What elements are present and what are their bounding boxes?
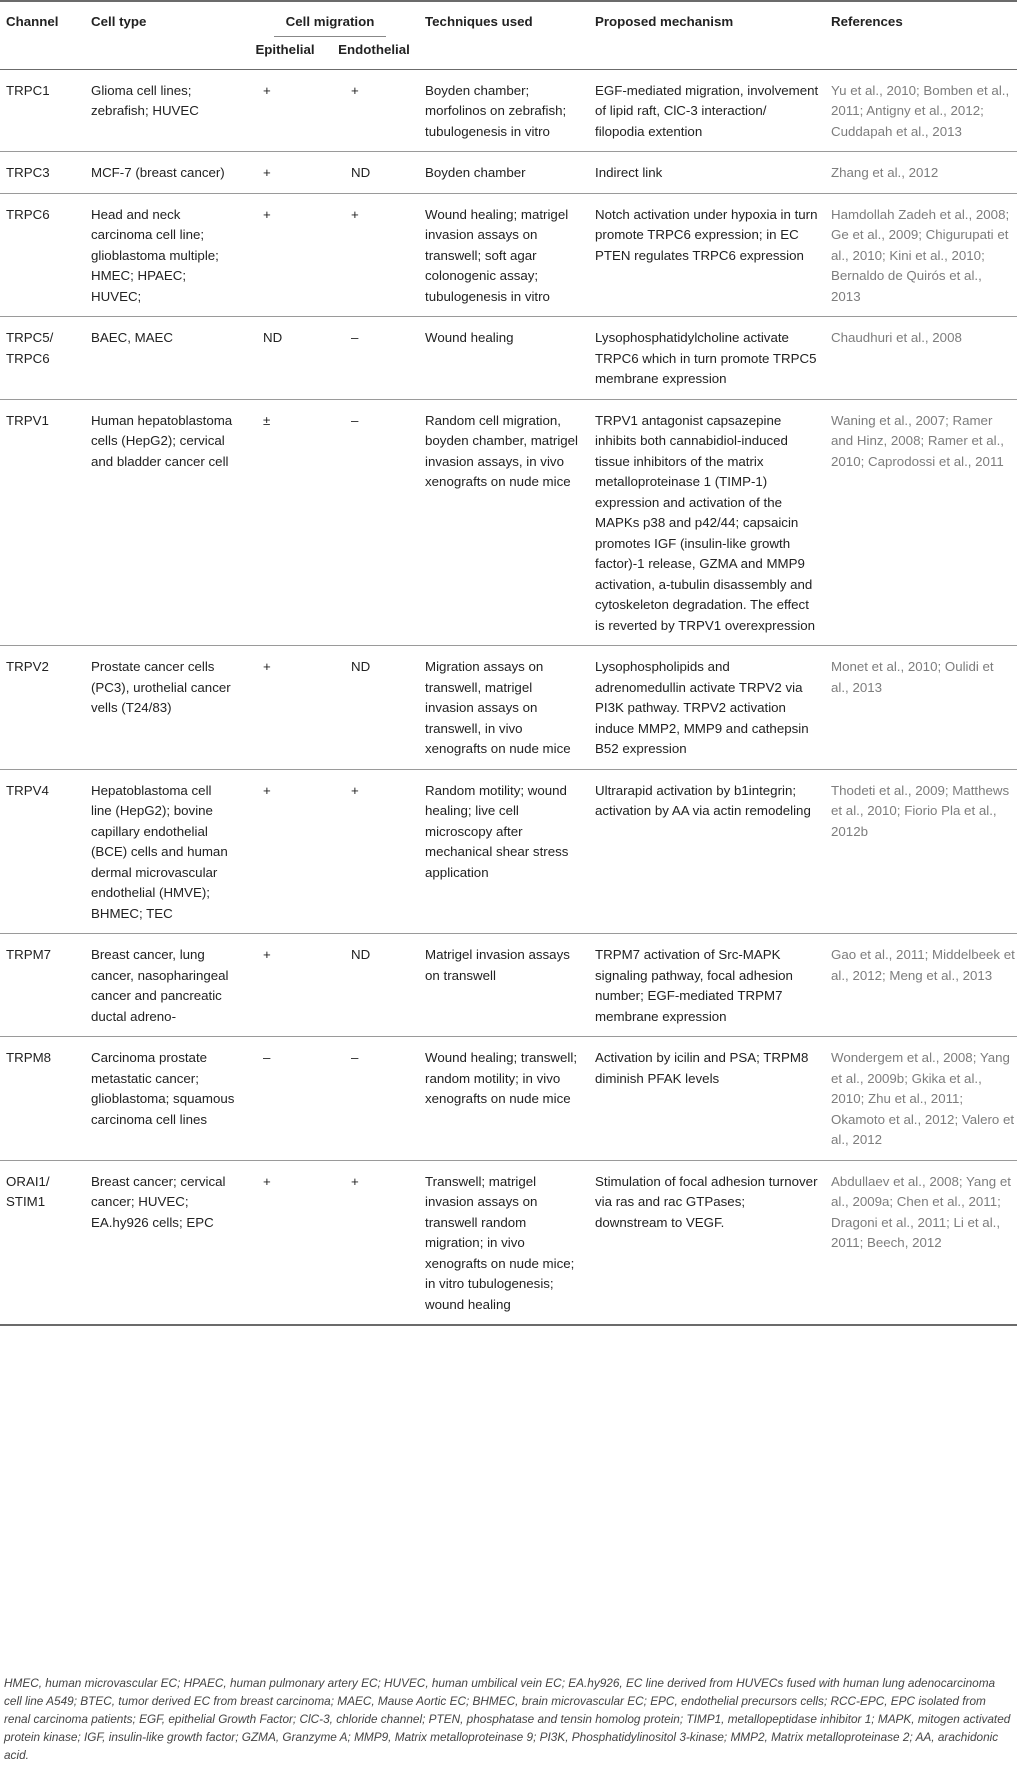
epithelial-cell: +	[263, 206, 271, 222]
epithelial-cell: +	[263, 947, 271, 962]
header-mechanism: Proposed mechanism	[595, 14, 734, 29]
references-cell: Monet et al., 2010; Oulidi et al., 2013	[831, 659, 994, 695]
cell-type-cell: Carcinoma prostate metastatic cancer; glioblastoma; squamous carcinoma cell lines	[91, 1050, 235, 1127]
techniques-cell: Boyden chamber	[425, 165, 526, 180]
references-cell: Wondergem et al., 2008; Yang et al., 2009b; Gkika et al., 2010; Zhu et al., 2011; Okamoto et al., 2012; Valero et al., 2012	[831, 1050, 1015, 1147]
mechanism-cell: Notch activation under hypoxia in turn promote TRPC6 expression; in EC PTEN regulates TRPC6 expression	[595, 206, 818, 263]
endothelial-cell: ND	[351, 947, 371, 962]
references-cell: Yu et al., 2010; Bomben et al., 2011; Antigny et al., 2012; Cuddapah et al., 2013	[831, 82, 1010, 139]
cell-type-cell: Head and neck carcinoma cell line; glioblastoma multiple; HMEC; HPAEC; HUVEC;	[91, 206, 219, 304]
epithelial-cell: +	[263, 659, 271, 674]
header-epithelial: Epithelial	[255, 41, 315, 57]
cell-type-cell: Breast cancer; cervical cancer; HUVEC; EA.hy926 cells; EPC	[91, 1173, 226, 1230]
techniques-cell: Matrigel invasion assays on transwell	[425, 947, 570, 983]
epithelial-cell: +	[263, 1173, 271, 1189]
mechanism-cell: Indirect link	[595, 165, 663, 180]
endothelial-cell: ND	[351, 165, 371, 180]
cell-type-cell: Hepatoblastoma cell line (HepG2); bovine capillary endothelial (BCE) cells and human dermal microvascular endothelial (HMVE); BHMEC; TEC	[91, 782, 228, 921]
header-cell-type: Cell type	[91, 14, 147, 29]
techniques-cell: Wound healing	[425, 330, 514, 345]
epithelial-cell: ±	[263, 412, 271, 428]
endothelial-cell: +	[351, 82, 359, 98]
endothelial-cell: ND	[351, 659, 371, 674]
mechanism-cell: Lysophosphatidylcholine activate TRPC6 which in turn promote TRPC5 membrane expression	[595, 330, 817, 386]
cell-type-cell: Glioma cell lines; zebrafish; HUVEC	[91, 82, 199, 118]
references-cell: Gao et al., 2011; Middelbeek et al., 2012; Meng et al., 2013	[831, 947, 1015, 983]
endothelial-cell: +	[351, 1173, 359, 1189]
epithelial-cell: +	[263, 165, 271, 180]
mechanism-cell: TRPV1 antagonist capsazepine inhibits both cannabidiol-induced tissue inhibitors of the matrix metalloproteinase 1 (TIMP-1) expression and activation of the MAPKs p38 and p42/44; capsaicin promotes IGF (insulin-like growth factor)-1 release, GZMA and MMP9 activation, a-tubulin disassembly and cytoskeleton degradation. The effect is reverted by TRPV1 overexpression	[595, 412, 816, 633]
epithelial-cell: –	[263, 1050, 271, 1065]
header-endothelial: Endothelial	[338, 41, 410, 57]
channel-cell: TRPC1	[6, 82, 50, 98]
epithelial-cell: ND	[263, 330, 283, 345]
cell-type-cell: Prostate cancer cells (PC3), urothelial cancer vells (T24/83)	[91, 659, 231, 715]
techniques-cell: Random motility; wound healing; live cell microscopy after mechanical shear stress application	[425, 782, 569, 880]
table-row	[0, 769, 1017, 934]
techniques-cell: Boyden chamber; morfolinos on zebrafish; tubulogenesis in vitro	[425, 82, 567, 139]
table-footnote: HMEC, human microvascular EC; HPAEC, human pulmonary artery EC; HUVEC, human umbilical vein EC; EA.hy926, EC line derived from HUVECs fused with human lung adenocarcinoma cell line A549; BTEC, tumor derived EC from breast carcinoma; MAEC, Mause Aortic EC; BHMEC, brain microvascular EC; EPC, endothelial precursors cells; RCC-EPC, EPC isolated from renal carcinoma patients; EGF, epithelial Growth Factor; ClC-3, chloride channel; PTEN, phosphatase and tensin homolog protein; TIMP1, metallopeptidase inhibitor 1; MAPK, mitogen activated protein kinase; IGF, insulin-like growth factor; GZMA, Granzyme A; MMP9, Matrix metalloproteinase 9; PI3K, Phosphatidylinositol 3-kinase; MMP2, Matrix metalloproteinase 2; AA, arachidonic acid.	[4, 1676, 1011, 1762]
header-cell-migration	[241, 1, 419, 37]
table-row	[0, 152, 1017, 194]
mechanism-cell: Ultrarapid activation by b1integrin; activation by AA via actin remodeling	[595, 782, 811, 818]
table-row	[0, 1160, 1017, 1325]
table-row	[0, 69, 1017, 152]
references-cell: Zhang et al., 2012	[831, 165, 939, 180]
cell-type-cell: MCF-7 (breast cancer)	[91, 165, 225, 180]
table-body	[0, 69, 1017, 1325]
table-header	[0, 1, 1017, 69]
endothelial-cell: –	[351, 330, 359, 345]
references-cell: Waning et al., 2007; Ramer and Hinz, 2008; Ramer et al., 2010; Caprodossi et al., 2011	[831, 412, 1004, 469]
header-channel: Channel	[6, 14, 59, 29]
references-cell: Hamdollah Zadeh et al., 2008; Ge et al., 2009; Chigurupati et al., 2010; Kini et al., 2010; Bernaldo de Quirós et al., 2013	[831, 206, 1010, 304]
references-cell: Chaudhuri et al., 2008	[831, 330, 962, 345]
cell-type-cell: BAEC, MAEC	[91, 330, 174, 345]
epithelial-cell: +	[263, 82, 271, 98]
table-row	[0, 399, 1017, 646]
channel-cell: ORAI1/ STIM1	[6, 1173, 50, 1209]
techniques-cell: Random cell migration, boyden chamber, matrigel invasion assays, in vivo xenografts on nude mice	[425, 412, 579, 489]
header-cell-migration-label: Cell migration	[274, 12, 387, 37]
table-row	[0, 934, 1017, 1037]
header-techniques: Techniques used	[425, 14, 533, 29]
table-row	[0, 317, 1017, 400]
channel-cell: TRPC6	[6, 206, 50, 222]
mechanism-cell: TRPM7 activation of Src-MAPK signaling pathway, focal adhesion number; EGF-mediated TRPM7 membrane expression	[595, 947, 793, 1024]
cell-type-cell: Breast cancer, lung cancer, nasopharingeal cancer and pancreatic ductal adreno-	[91, 947, 229, 1024]
techniques-cell: Wound healing; matrigel invasion assays on transwell; soft agar colonogenic assay; tubulogenesis in vitro	[425, 206, 569, 304]
table-row	[0, 193, 1017, 317]
channel-cell: TRPV2	[6, 659, 49, 674]
channel-cell: TRPC3	[6, 165, 50, 180]
mechanism-cell: Activation by icilin and PSA; TRPM8 diminish PFAK levels	[595, 1050, 809, 1086]
channel-cell: TRPV4	[6, 782, 49, 798]
endothelial-cell: –	[351, 1050, 359, 1065]
header-references: References	[831, 14, 903, 29]
endothelial-cell: +	[351, 206, 359, 222]
channel-cell: TRPM7	[6, 947, 52, 962]
mechanism-cell: Lysophospholipids and adrenomedullin activate TRPV2 via PI3K pathway. TRPV2 activation induce MMP2, MMP9 and cathepsin B52 expression	[595, 659, 809, 756]
references-cell: Thodeti et al., 2009; Matthews et al., 2010; Fiorio Pla et al., 2012b	[831, 782, 1010, 839]
table-row	[0, 646, 1017, 770]
references-cell: Abdullaev et al., 2008; Yang et al., 2009a; Chen et al., 2011; Dragoni et al., 2011; Li et al., 2011; Beech, 2012	[831, 1173, 1011, 1250]
table-row	[0, 1037, 1017, 1161]
mechanism-cell: Stimulation of focal adhesion turnover via ras and rac GTPases; downstream to VEGF.	[595, 1173, 818, 1230]
channel-cell: TRPV1	[6, 412, 49, 428]
techniques-cell: Migration assays on transwell, matrigel invasion assays on transwell, in vivo xenografts on nude mice	[425, 659, 571, 756]
techniques-cell: Wound healing; transwell; random motility; in vivo xenografts on nude mice	[425, 1050, 578, 1106]
epithelial-cell: +	[263, 782, 271, 798]
mechanism-cell: EGF-mediated migration, involvement of lipid raft, ClC-3 interaction/ filopodia extention	[595, 82, 819, 139]
endothelial-cell: +	[351, 782, 359, 798]
endothelial-cell: –	[351, 412, 359, 428]
cell-type-cell: Human hepatoblastoma cells (HepG2); cervical and bladder cancer cell	[91, 412, 233, 469]
channel-cell: TRPM8	[6, 1050, 52, 1065]
techniques-cell: Transwell; matrigel invasion assays on transwell random migration; in vivo xenografts on nude mice; in vitro tubulogenesis; wound healing	[425, 1173, 575, 1312]
channel-cell: TRPC5/ TRPC6	[6, 330, 54, 366]
